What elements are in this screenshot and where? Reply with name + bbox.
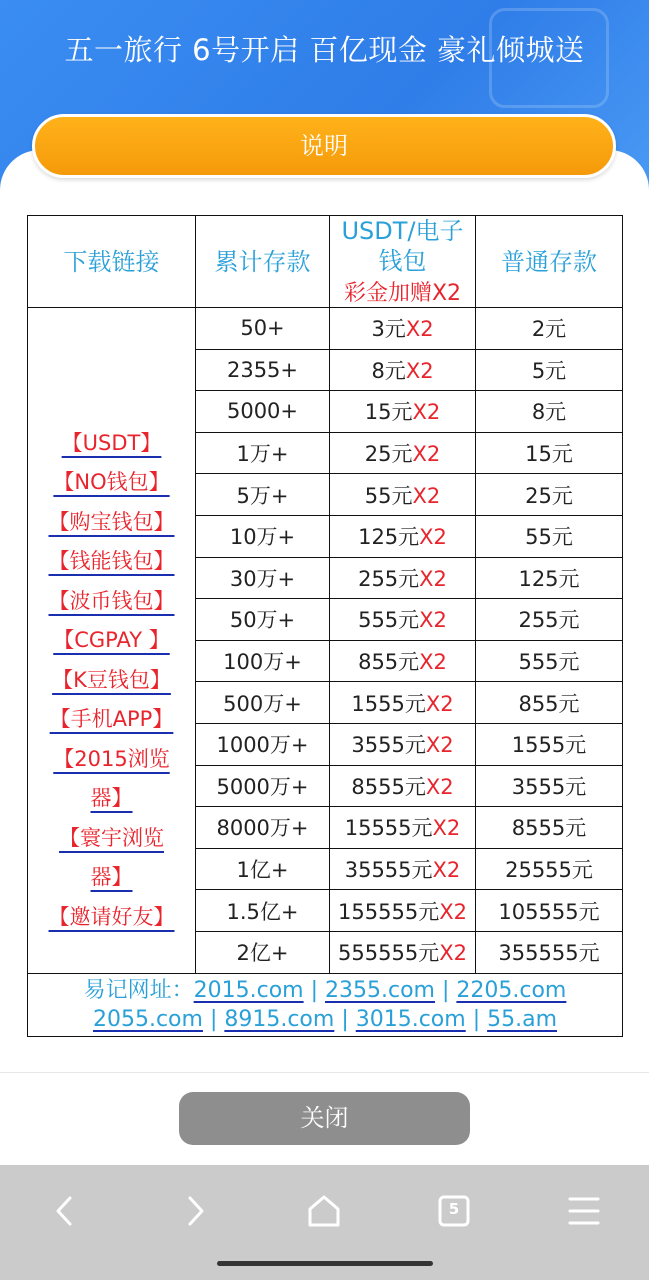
url-link[interactable]: 2015.com — [193, 977, 304, 1003]
usdt-bonus-cell — [330, 682, 476, 724]
url-link[interactable]: 8915.com — [224, 1006, 335, 1032]
normal-bonus-cell: 8元 — [476, 391, 623, 433]
footer-urls: 易记网址：2015.com | 2355.com | 2205.com 2055.com | 8915.com | 3015.com | 55.am — [28, 973, 623, 1036]
usdt-bonus-value: 125元 — [358, 525, 420, 550]
url-link[interactable]: 2355.com — [325, 977, 435, 1003]
multiplier-badge: X2 — [419, 525, 447, 550]
deposit-cell: 2亿+ — [196, 931, 330, 973]
usdt-bonus-cell — [330, 557, 476, 599]
multiplier-badge: X2 — [432, 816, 461, 841]
download-link[interactable]: 【2015浏览 — [53, 746, 170, 771]
home-icon[interactable] — [304, 1191, 344, 1231]
normal-bonus-cell: 255元 — [476, 599, 623, 641]
normal-bonus-cell: 125元 — [476, 557, 623, 599]
download-link[interactable]: 【USDT】 — [61, 430, 162, 455]
header-normal: 普通存款 — [476, 216, 623, 308]
normal-bonus-cell: 25元 — [476, 474, 623, 516]
close-button[interactable]: 关闭 — [179, 1092, 470, 1145]
header-download: 下载链接 — [28, 216, 196, 308]
usdt-bonus-cell — [330, 723, 476, 765]
bonus-table — [27, 215, 623, 1037]
normal-bonus-cell: 555元 — [476, 640, 623, 682]
multiplier-badge: X2 — [419, 566, 447, 591]
url-link[interactable]: 2205.com — [456, 977, 567, 1003]
header-usdt-line3: 彩金加赠X2 — [343, 281, 462, 306]
usdt-bonus-value: 155555元 — [338, 899, 440, 924]
multiplier-badge: X2 — [432, 858, 461, 883]
multiplier-badge: X2 — [425, 774, 454, 799]
home-indicator — [217, 1261, 433, 1266]
menu-icon[interactable] — [564, 1191, 604, 1231]
url-link[interactable]: 3015.com — [355, 1006, 466, 1032]
footer-row — [28, 973, 623, 1036]
tab-count: 5 — [448, 1200, 460, 1218]
usdt-bonus-value: 1555元 — [351, 691, 426, 716]
explain-button[interactable]: 说明 — [32, 114, 616, 178]
normal-bonus-cell: 5元 — [476, 349, 623, 391]
usdt-bonus-value: 8元 — [371, 358, 406, 383]
header-cumulative: 累计存款 — [196, 216, 330, 308]
usdt-bonus-cell — [330, 931, 476, 973]
usdt-bonus-value: 15555元 — [344, 816, 433, 841]
normal-bonus-cell: 105555元 — [476, 890, 623, 932]
download-link[interactable]: 【钱能钱包】 — [48, 549, 175, 573]
normal-bonus-cell: 1555元 — [476, 723, 623, 765]
usdt-bonus-cell — [330, 308, 476, 350]
multiplier-badge: X2 — [412, 442, 441, 467]
download-link[interactable]: 器】 — [90, 865, 133, 889]
deposit-cell: 30万+ — [196, 557, 330, 599]
header-usdt — [330, 216, 476, 308]
tabs-icon[interactable] — [434, 1191, 474, 1231]
usdt-bonus-cell — [330, 765, 476, 807]
download-link[interactable]: 【手机APP】 — [49, 707, 174, 731]
download-link[interactable]: 【邀请好友】 — [48, 904, 175, 929]
usdt-bonus-cell — [330, 391, 476, 433]
table-row — [28, 308, 623, 350]
multiplier-badge: X2 — [419, 608, 447, 633]
usdt-bonus-value: 855元 — [358, 650, 420, 675]
deposit-cell: 5000+ — [196, 391, 330, 433]
usdt-bonus-cell — [330, 890, 476, 932]
deposit-cell: 1万+ — [196, 432, 330, 474]
normal-bonus-cell: 8555元 — [476, 807, 623, 849]
footer-label: 易记网址： — [83, 977, 194, 1003]
url-link[interactable]: 55.am — [487, 1006, 558, 1032]
normal-bonus-cell: 355555元 — [476, 931, 623, 973]
deposit-cell: 500万+ — [196, 682, 330, 724]
header-usdt-line1: USDT/电子 — [341, 217, 464, 245]
download-link[interactable]: 【CGPAY 】 — [53, 628, 170, 652]
multiplier-badge: X2 — [439, 941, 467, 966]
multiplier-badge: X2 — [439, 899, 467, 924]
table-header-row — [28, 216, 623, 308]
usdt-bonus-value: 25元 — [364, 442, 413, 467]
usdt-bonus-cell — [330, 640, 476, 682]
normal-bonus-cell: 15元 — [476, 432, 623, 474]
deposit-cell: 100万+ — [196, 640, 330, 682]
usdt-bonus-value: 55元 — [364, 483, 413, 508]
normal-bonus-cell: 25555元 — [476, 848, 623, 890]
download-link[interactable]: 【NO钱包】 — [53, 470, 170, 494]
header-usdt-line2: 钱包 — [378, 247, 427, 275]
normal-bonus-cell: 2元 — [476, 308, 623, 350]
usdt-bonus-value: 15元 — [364, 400, 413, 425]
multiplier-badge: X2 — [425, 691, 454, 716]
url-link[interactable]: 2055.com — [92, 1006, 203, 1032]
multiplier-badge: X2 — [405, 358, 434, 383]
usdt-bonus-value: 255元 — [358, 566, 420, 591]
deposit-cell: 2355+ — [196, 349, 330, 391]
download-link[interactable]: 【波币钱包】 — [48, 588, 175, 613]
download-link[interactable]: 【K豆钱包】 — [52, 667, 171, 692]
usdt-bonus-value: 3555元 — [351, 733, 426, 758]
deposit-cell: 1000万+ — [196, 723, 330, 765]
deposit-cell: 50+ — [196, 308, 330, 350]
deposit-cell: 50万+ — [196, 599, 330, 641]
deposit-cell: 1亿+ — [196, 848, 330, 890]
header-title: 五一旅行 6号开启 百亿现金 豪礼倾城送 — [64, 33, 585, 67]
deposit-cell: 10万+ — [196, 515, 330, 557]
deposit-cell: 5万+ — [196, 474, 330, 516]
multiplier-badge: X2 — [412, 483, 441, 508]
deposit-cell: 1.5亿+ — [196, 890, 330, 932]
usdt-bonus-cell — [330, 474, 476, 516]
download-link[interactable]: 器】 — [90, 786, 133, 810]
usdt-bonus-value: 8555元 — [351, 774, 426, 799]
usdt-bonus-cell — [330, 349, 476, 391]
forward-icon[interactable] — [175, 1191, 215, 1231]
download-link[interactable]: 【寰宇浏览 — [59, 825, 164, 850]
divider — [0, 1072, 649, 1073]
multiplier-badge: X2 — [419, 650, 447, 675]
usdt-bonus-value: 555元 — [358, 608, 420, 633]
usdt-bonus-cell — [330, 599, 476, 641]
usdt-bonus-value: 555555元 — [338, 941, 440, 966]
deposit-cell: 8000万+ — [196, 807, 330, 849]
usdt-bonus-value: 3元 — [371, 317, 406, 342]
usdt-bonus-cell — [330, 807, 476, 849]
multiplier-badge: X2 — [412, 400, 441, 425]
multiplier-badge: X2 — [405, 317, 434, 342]
normal-bonus-cell: 3555元 — [476, 765, 623, 807]
multiplier-badge: X2 — [425, 733, 454, 758]
download-links — [28, 308, 196, 974]
usdt-bonus-cell — [330, 515, 476, 557]
deposit-cell: 5000万+ — [196, 765, 330, 807]
normal-bonus-cell: 855元 — [476, 682, 623, 724]
usdt-bonus-value: 35555元 — [344, 858, 433, 883]
usdt-bonus-cell — [330, 848, 476, 890]
usdt-bonus-cell — [330, 432, 476, 474]
back-icon[interactable] — [45, 1191, 85, 1231]
download-link[interactable]: 【购宝钱包】 — [48, 509, 175, 534]
normal-bonus-cell: 55元 — [476, 515, 623, 557]
